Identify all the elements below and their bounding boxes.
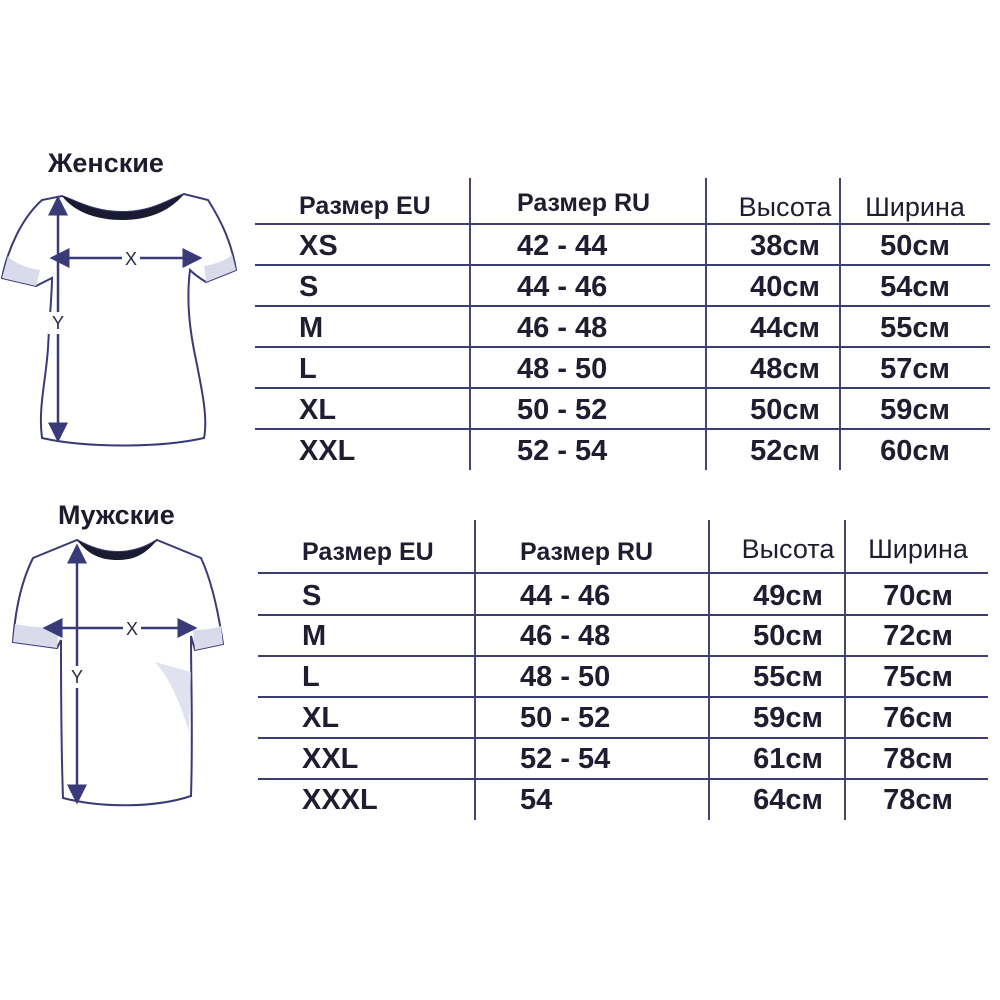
men-x-label: X	[125, 619, 139, 639]
women-row-5-height: 50см	[750, 394, 820, 426]
men-row-6-height: 64см	[753, 784, 823, 816]
row-divider	[258, 696, 988, 698]
men-row-5-height: 61см	[753, 743, 823, 775]
row-divider	[258, 778, 988, 780]
men-row-3-height: 55см	[753, 661, 823, 693]
women-row-3-width: 55см	[880, 312, 950, 344]
header-size-eu: Размер EU	[302, 538, 434, 566]
women-row-1-ru: 42 - 44	[517, 230, 608, 262]
men-section-title: Мужские	[58, 500, 175, 530]
men-row-5-eu: XXL	[302, 743, 359, 775]
women-row-6-eu: XXL	[299, 435, 356, 467]
women-row-4-eu: L	[299, 353, 317, 385]
row-divider	[255, 387, 990, 389]
women-row-1-width: 50см	[880, 230, 950, 262]
women-row-2-eu: S	[299, 271, 319, 303]
men-row-4-height: 59см	[753, 702, 823, 734]
men-row-2-height: 50см	[753, 620, 823, 652]
column-divider	[469, 178, 471, 470]
women-row-3-height: 44см	[750, 312, 820, 344]
men-row-3-ru: 48 - 50	[520, 661, 611, 693]
men-row-2-width: 72см	[883, 620, 953, 652]
men-row-6-eu: XXXL	[302, 784, 378, 816]
women-row-4-width: 57см	[880, 353, 950, 385]
men-y-label: Y	[70, 667, 84, 687]
row-divider	[258, 655, 988, 657]
header-size-ru: Размер RU	[517, 189, 651, 217]
men-row-1-ru: 44 - 46	[520, 580, 611, 612]
men-row-1-eu: S	[302, 580, 322, 612]
women-section-title: Женские	[48, 148, 164, 178]
women-row-3-ru: 46 - 48	[517, 312, 608, 344]
row-divider	[258, 737, 988, 739]
women-row-1-height: 38см	[750, 230, 820, 262]
row-divider	[255, 223, 990, 225]
men-size-table	[258, 520, 988, 820]
men-row-6-width: 78см	[883, 784, 953, 816]
women-size-section	[0, 140, 1000, 470]
row-divider	[255, 264, 990, 266]
men-row-4-ru: 50 - 52	[520, 702, 611, 734]
men-row-5-width: 78см	[883, 743, 953, 775]
women-row-2-height: 40см	[750, 271, 820, 303]
women-row-6-width: 60см	[880, 435, 950, 467]
women-row-2-width: 54см	[880, 271, 950, 303]
women-row-1-eu: XS	[299, 230, 338, 262]
men-row-6-ru: 54	[520, 784, 553, 816]
header-size-eu: Размер EU	[299, 192, 431, 220]
mens-tshirt-icon	[5, 532, 235, 822]
women-row-3-eu: M	[299, 312, 324, 344]
column-divider	[705, 178, 707, 470]
header-width: Ширина	[865, 192, 965, 222]
row-divider	[255, 305, 990, 307]
women-row-2-ru: 44 - 46	[517, 271, 608, 303]
men-row-5-ru: 52 - 54	[520, 743, 611, 775]
women-row-5-width: 59см	[880, 394, 950, 426]
header-size-ru: Размер RU	[520, 538, 654, 566]
women-y-label: Y	[51, 313, 65, 333]
row-divider	[258, 614, 988, 616]
womens-tshirt-icon	[0, 182, 240, 452]
row-divider	[255, 346, 990, 348]
row-divider	[255, 428, 990, 430]
women-row-5-eu: XL	[299, 394, 337, 426]
women-row-4-height: 48см	[750, 353, 820, 385]
men-row-2-ru: 46 - 48	[520, 620, 611, 652]
men-size-section	[0, 498, 1000, 828]
men-row-3-width: 75см	[883, 661, 953, 693]
header-width: Ширина	[868, 534, 968, 564]
women-size-table	[255, 178, 990, 470]
column-divider	[708, 520, 710, 820]
women-x-label: X	[124, 249, 138, 269]
header-height: Высота	[738, 192, 832, 222]
men-row-1-width: 70см	[883, 580, 953, 612]
column-divider	[474, 520, 476, 820]
men-row-2-eu: M	[302, 620, 327, 652]
women-row-5-ru: 50 - 52	[517, 394, 608, 426]
women-row-6-ru: 52 - 54	[517, 435, 608, 467]
men-row-4-width: 76см	[883, 702, 953, 734]
men-row-1-height: 49см	[753, 580, 823, 612]
women-row-4-ru: 48 - 50	[517, 353, 608, 385]
women-row-6-height: 52см	[750, 435, 820, 467]
header-height: Высота	[741, 534, 835, 564]
men-row-4-eu: XL	[302, 702, 340, 734]
row-divider	[258, 572, 988, 574]
men-row-3-eu: L	[302, 661, 320, 693]
